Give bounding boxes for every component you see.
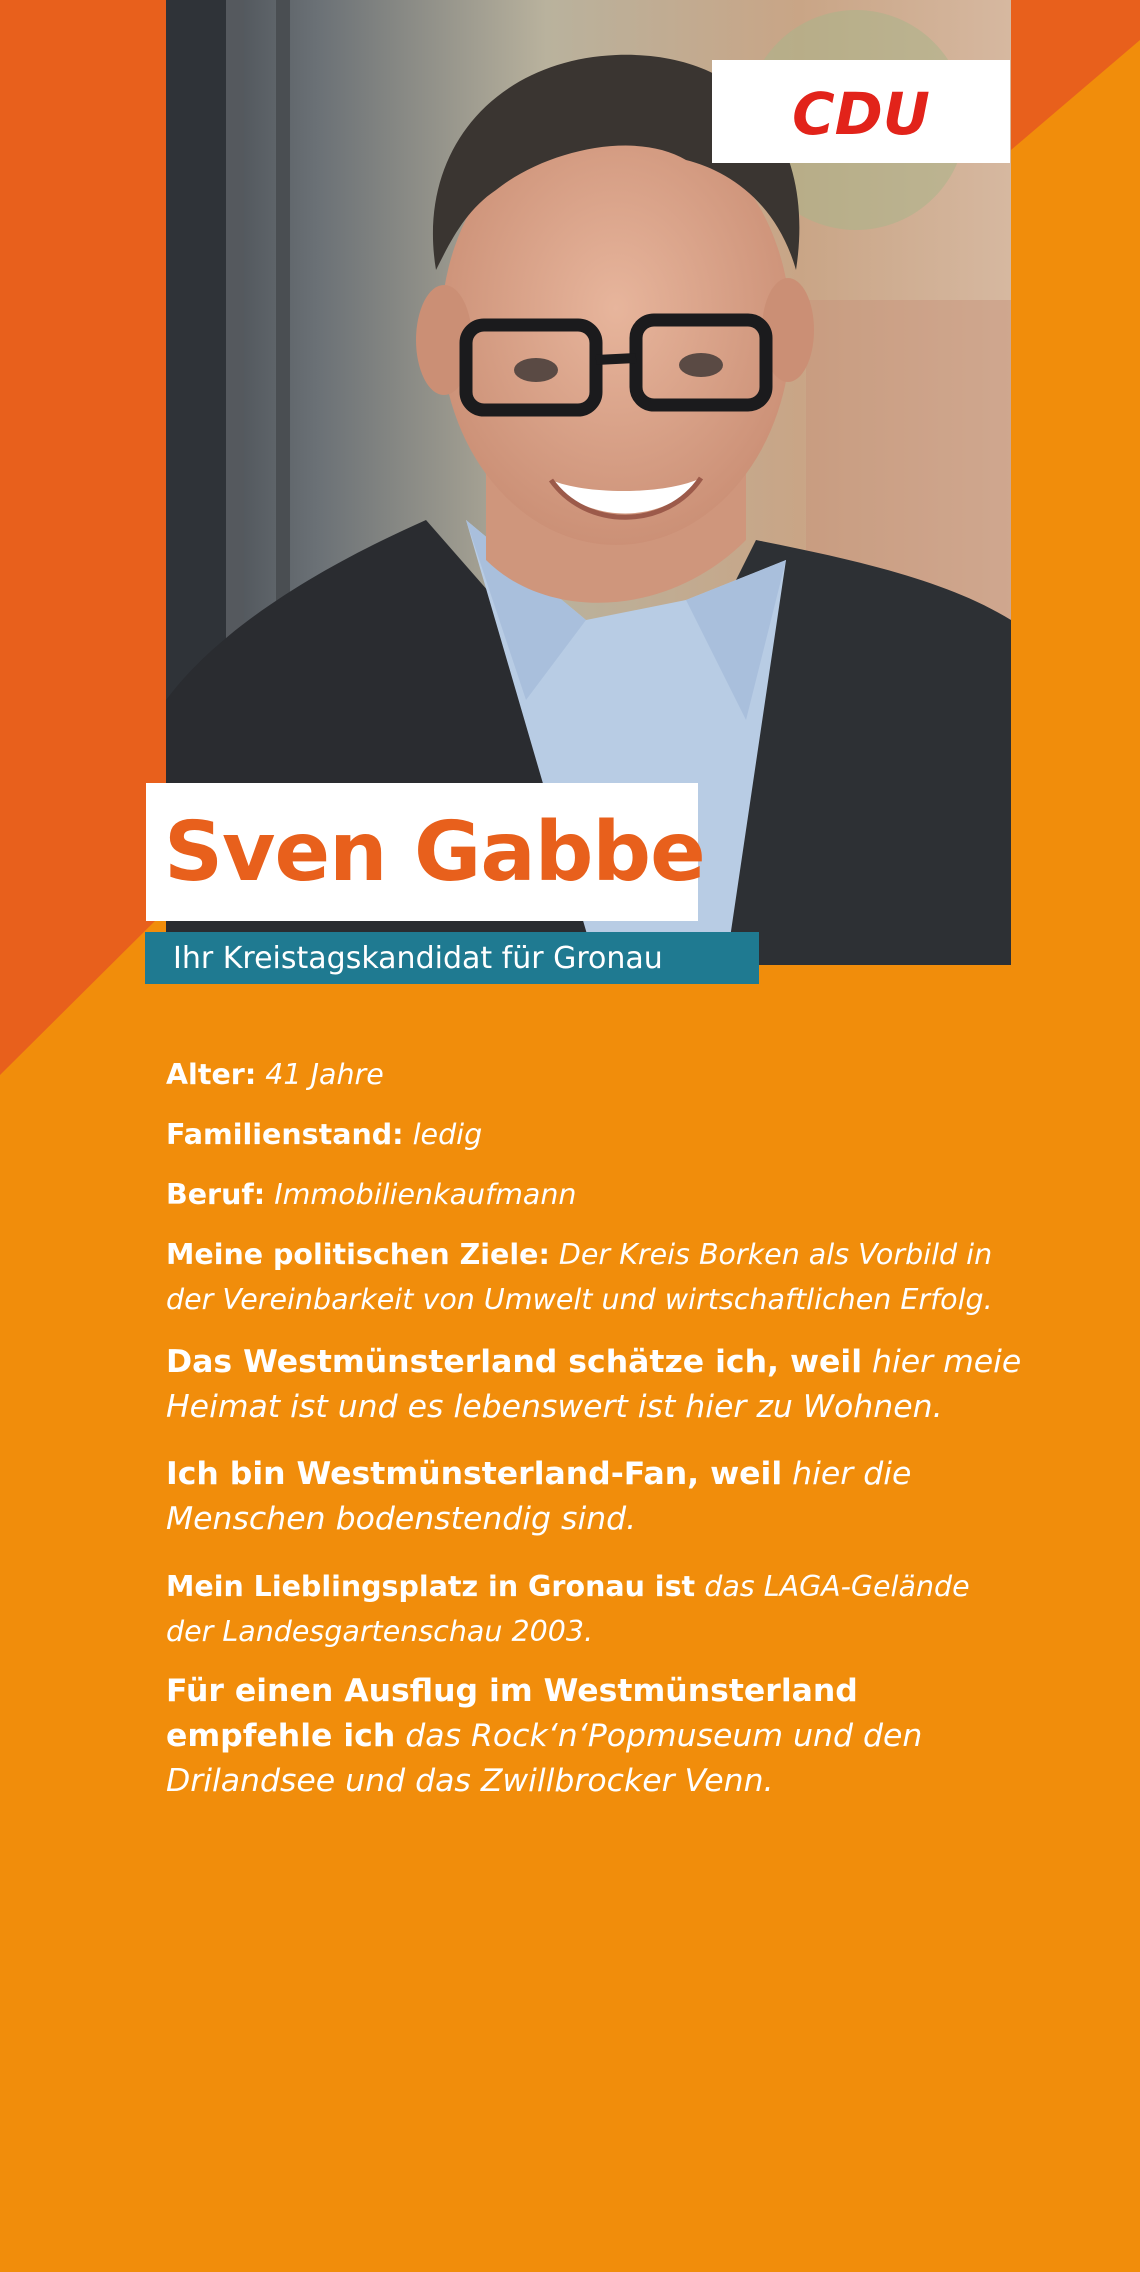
profile-entry-age xyxy=(166,1052,1026,1097)
profile-label: Das Westmünsterland schätze ich, weil xyxy=(166,1344,862,1380)
profile-label: Für einen Ausflug im Westmünsterland empfehle ich xyxy=(166,1673,858,1754)
profile-entry-favorite-place xyxy=(166,1564,1026,1654)
profile-label: Meine politischen Ziele: xyxy=(166,1238,550,1271)
cdu-logo xyxy=(712,60,1010,163)
profile-value: 41 Jahre xyxy=(265,1058,384,1091)
profile-value: ledig xyxy=(412,1118,483,1151)
profile-value: Der Kreis Borken als Vorbild in der Vereinbarkeit von Umwelt und wirtschaftlichen Erfolg. xyxy=(166,1238,993,1316)
profile-details xyxy=(166,1052,1026,1826)
profile-entry-fan-reason xyxy=(166,1452,1026,1542)
profile-label: Mein Lieblingsplatz in Gronau ist xyxy=(166,1570,696,1603)
profile-entry-political-goals xyxy=(166,1232,1026,1322)
profile-entry-family-status xyxy=(166,1112,1026,1157)
profile-value: hier meie Heimat ist und es lebenswert ist hier zu Wohnen. xyxy=(166,1344,1022,1425)
name-panel xyxy=(146,783,705,921)
profile-value: das Rock‘n‘Popmuseum und den Drilandsee und das Zwillbrocker Venn. xyxy=(166,1718,923,1799)
candidate-subtitle: Ihr Kreistagskandidat für Gronau xyxy=(173,940,663,976)
profile-label: Ich bin Westmünsterland-Fan, weil xyxy=(166,1456,783,1492)
profile-value: das LAGA-Gelände der Landesgartenschau 2003. xyxy=(166,1570,970,1648)
profile-label: Familienstand: xyxy=(166,1118,404,1151)
left-corner-band xyxy=(0,0,166,1075)
profile-label: Beruf: xyxy=(166,1178,266,1211)
candidate-name: Sven Gabbe xyxy=(164,804,705,900)
profile-entry-appreciation xyxy=(166,1340,1026,1430)
profile-entry-excursion xyxy=(166,1669,1026,1804)
profile-value: hier die Menschen bodenstendig sind. xyxy=(166,1456,912,1537)
cdu-logo-mark xyxy=(766,80,956,144)
profile-value: Immobilienkaufmann xyxy=(274,1178,577,1211)
profile-entry-profession xyxy=(166,1172,1026,1217)
svg-text:CDU: CDU xyxy=(792,79,930,144)
profile-label: Alter: xyxy=(166,1058,257,1091)
subtitle-banner xyxy=(145,932,759,984)
